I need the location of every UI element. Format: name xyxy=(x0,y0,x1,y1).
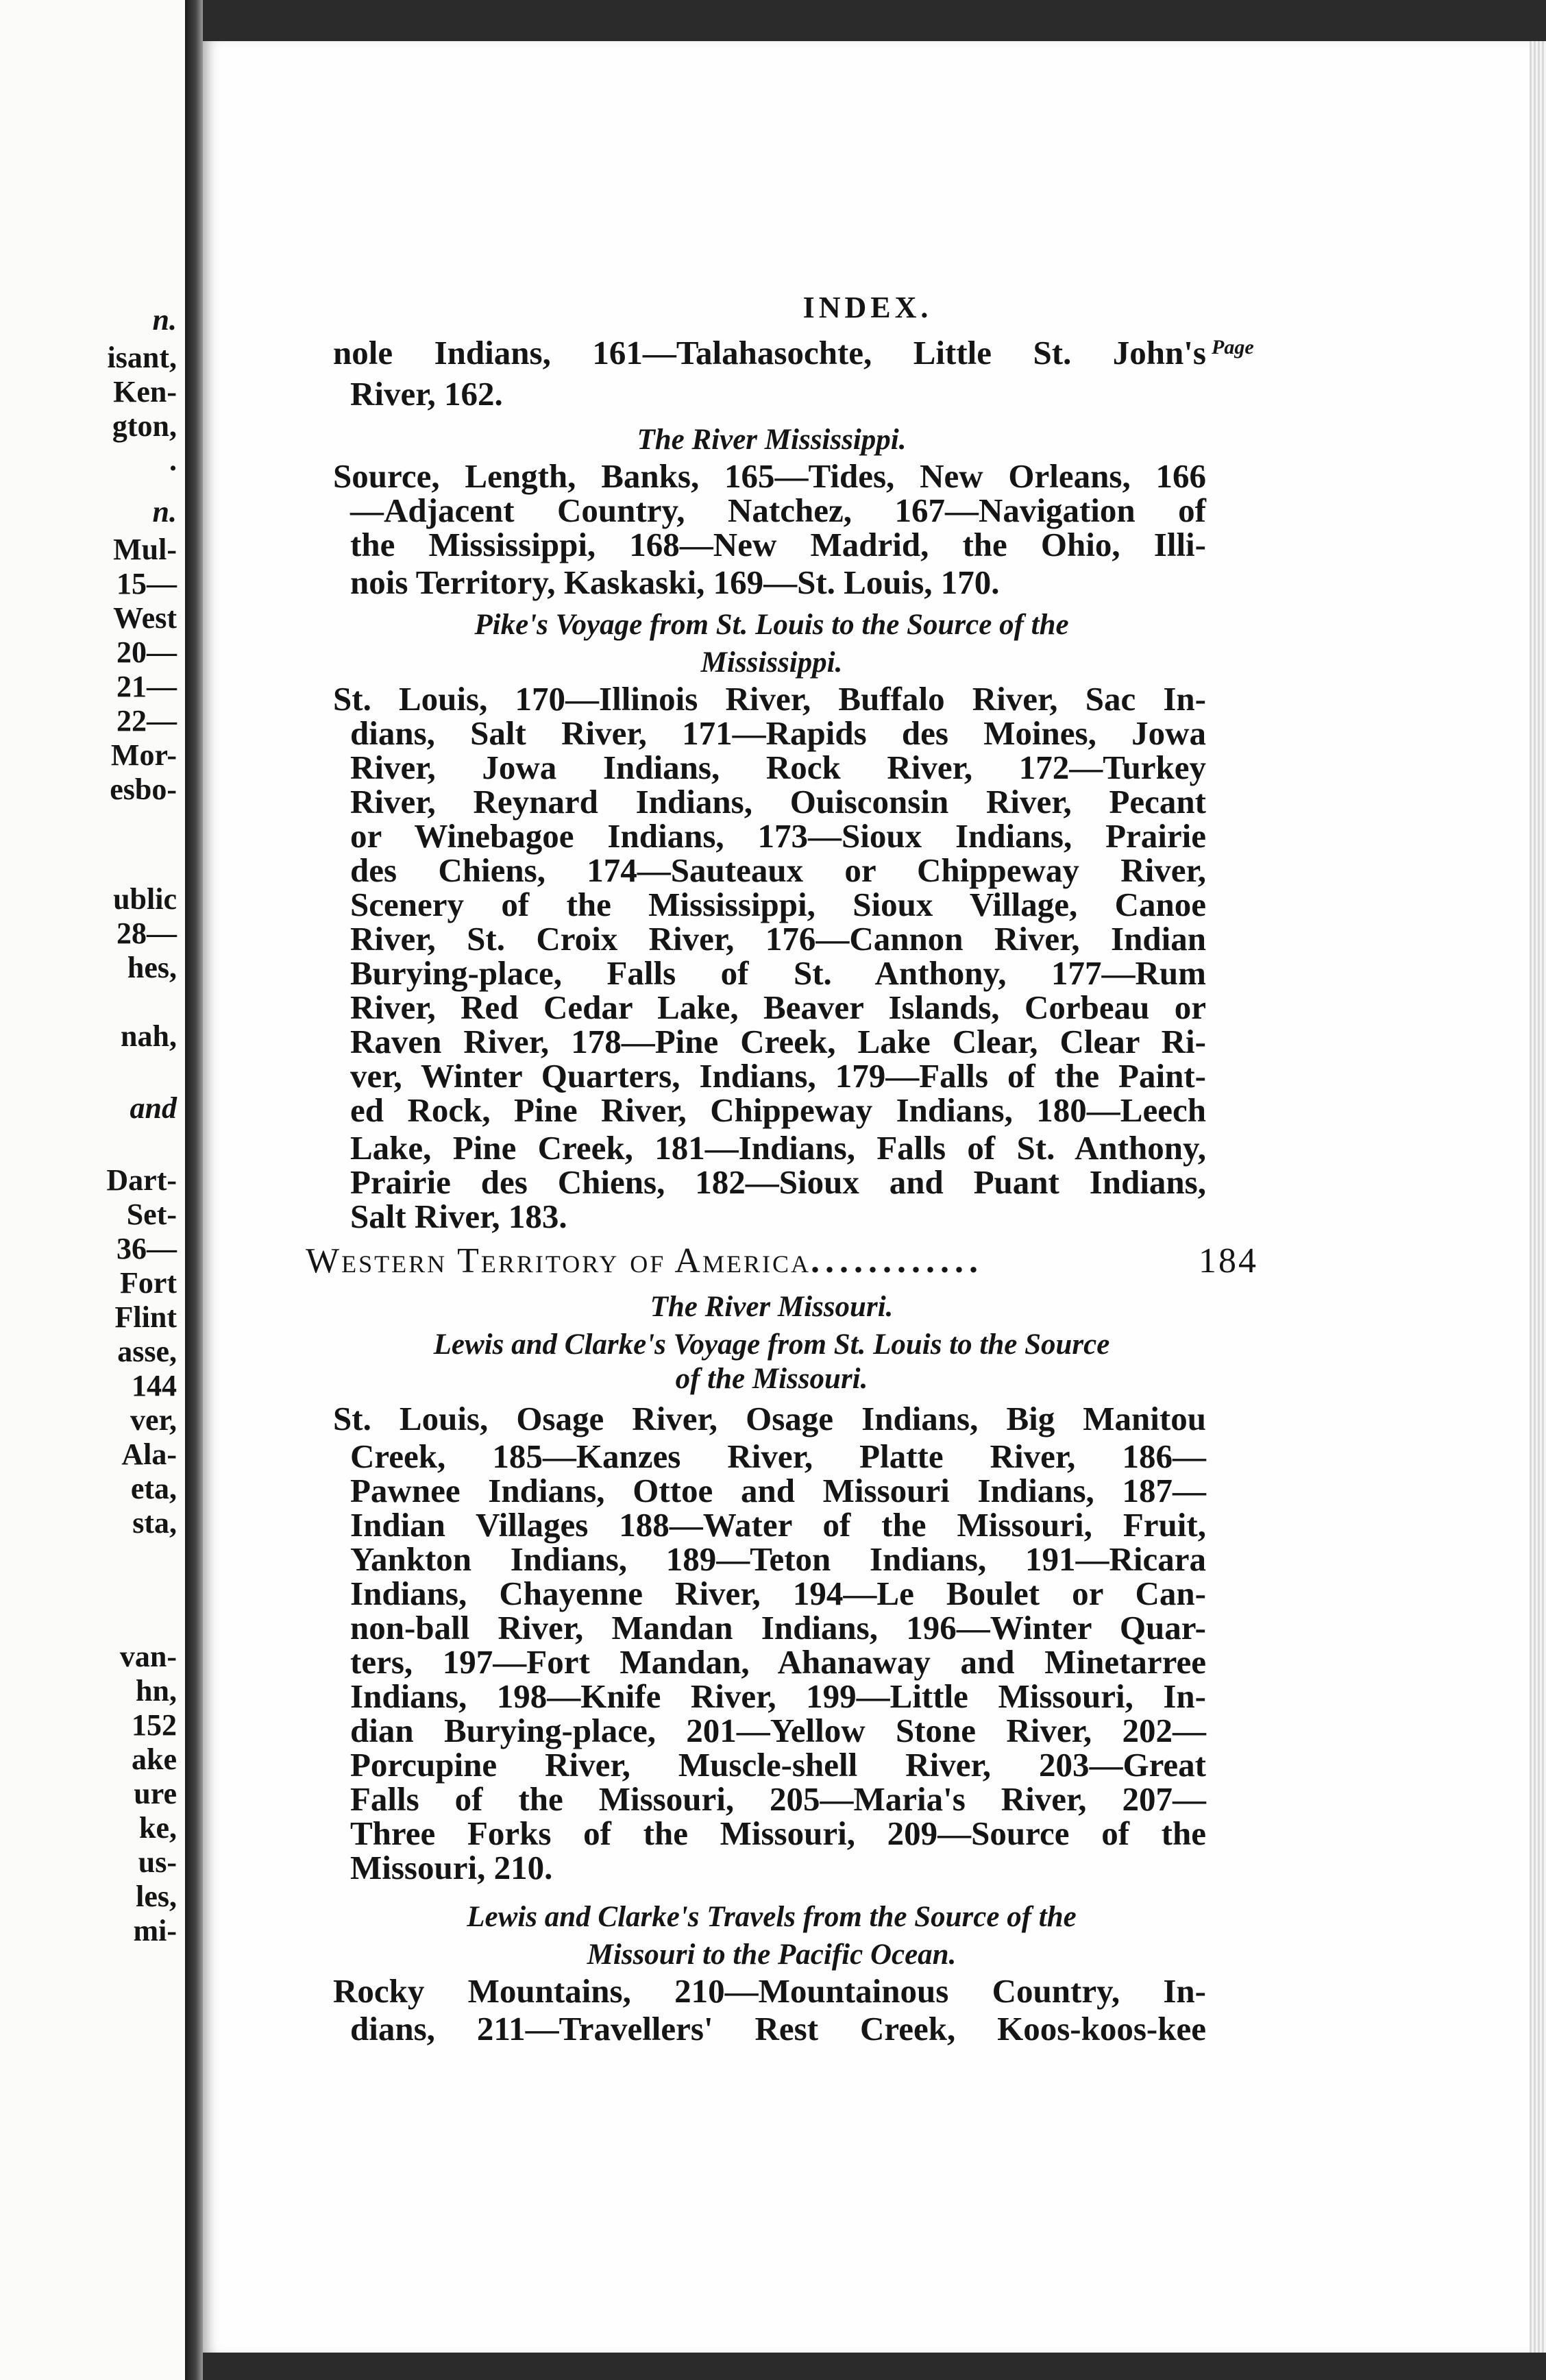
page-column-label: Page xyxy=(1212,336,1254,359)
facing-page-line: Flint xyxy=(114,1300,177,1334)
facing-page-line: nah, xyxy=(121,1019,177,1053)
page-title: INDEX. xyxy=(802,291,933,324)
facing-page-line: asse, xyxy=(117,1335,177,1368)
facing-page-line: 15— xyxy=(116,567,177,600)
index-entry-line: Prairie des Chiens, 182—Sioux and Puant Indians, xyxy=(350,1163,1206,1201)
facing-page-line: sta, xyxy=(132,1506,177,1540)
facing-page-line: West xyxy=(113,601,177,635)
index-entry-line: Lake, Pine Creek, 181—Indians, Falls of St. Anthony, xyxy=(350,1129,1206,1167)
facing-page-line: 28— xyxy=(116,916,177,950)
index-entry-line: Salt River, 183. xyxy=(350,1198,567,1235)
facing-page-line: 21— xyxy=(116,670,177,703)
facing-page-line: gton, xyxy=(112,409,177,443)
facing-page-line: n. xyxy=(152,495,177,529)
facing-page-line: hes, xyxy=(127,951,177,984)
section-page-number: 184 xyxy=(1199,1241,1258,1280)
index-entry-line: River, St. Croix River, 176—Cannon River, Indian xyxy=(350,920,1206,958)
facing-page xyxy=(0,0,185,2380)
index-entry-line: St. Louis, Osage River, Osage Indians, Big Manitou xyxy=(333,1400,1206,1437)
facing-page-line: mi- xyxy=(133,1914,177,1947)
index-entry-line: nois Territory, Kaskaski, 169—St. Louis, 170. xyxy=(350,563,1000,601)
index-subheading: Lewis and Clarke's Travels from the Source of the xyxy=(467,1901,1077,1933)
facing-page-line: van- xyxy=(119,1640,177,1673)
index-subheading: Mississippi. xyxy=(700,646,843,679)
facing-page-line: Mor- xyxy=(110,738,177,772)
facing-page-line: ure xyxy=(134,1777,177,1810)
index-entry-line: ters, 197—Fort Mandan, Ahanaway and Minetarree xyxy=(350,1643,1206,1681)
facing-page-line: Dart- xyxy=(106,1163,177,1197)
index-entry-line: Burying-place, Falls of St. Anthony, 177—Rum xyxy=(350,954,1206,992)
section-heading xyxy=(306,1241,1258,1281)
index-subheading: of the Missouri. xyxy=(675,1363,868,1395)
facing-page-line: Set- xyxy=(126,1198,177,1231)
facing-page-line: Ken- xyxy=(113,375,177,409)
facing-page-line: 22— xyxy=(116,704,177,738)
index-entry-line: River, Red Cedar Lake, Beaver Islands, Corbeau or xyxy=(350,988,1206,1026)
facing-page-line: ublic xyxy=(113,882,177,916)
index-entry-line: Indian Villages 188—Water of the Missouri, Fruit, xyxy=(350,1506,1206,1544)
index-entry-line: Porcupine River, Muscle-shell River, 203—Great xyxy=(350,1746,1206,1784)
facing-page-line: us- xyxy=(138,1845,177,1879)
index-page xyxy=(203,41,1532,2353)
index-entry-line: nole Indians, 161—Talahasochte, Little St. John's xyxy=(333,334,1206,372)
index-entry-line: River, Jowa Indians, Rock River, 172—Turkey xyxy=(350,749,1206,786)
facing-page-line: isant, xyxy=(107,341,177,374)
index-entry-line: the Mississippi, 168—New Madrid, the Ohio, Illi- xyxy=(350,526,1206,563)
index-subheading: Lewis and Clarke's Voyage from St. Louis to the Source xyxy=(433,1328,1110,1361)
index-entry-line: Rocky Mountains, 210—Mountainous Country, In- xyxy=(333,1972,1206,2010)
facing-page-line: 152 xyxy=(132,1708,177,1742)
index-entry-line: ed Rock, Pine River, Chippeway Indians, 180—Leech xyxy=(350,1091,1206,1129)
index-entry-line: Three Forks of the Missouri, 209—Source of the xyxy=(350,1814,1206,1852)
index-entry-line: —Adjacent Country, Natchez, 167—Navigation of xyxy=(350,491,1206,529)
page-edges xyxy=(1530,41,1546,2353)
section-heading-text: Western Territory of America xyxy=(306,1241,811,1280)
facing-page-line: ake xyxy=(132,1742,177,1776)
index-entry-line: Creek, 185—Kanzes River, Platte River, 186— xyxy=(350,1437,1206,1475)
index-entry-line: St. Louis, 170—Illinois River, Buffalo River, Sac In- xyxy=(333,680,1206,718)
leader-dots: ............ xyxy=(810,1241,983,1280)
index-entry-line: Source, Length, Banks, 165—Tides, New Orleans, 166 xyxy=(333,457,1206,495)
book-gutter xyxy=(185,0,203,2380)
index-subheading: The River Mississippi. xyxy=(637,424,907,456)
index-subheading: Missouri to the Pacific Ocean. xyxy=(587,1939,957,1971)
facing-page-line: ke, xyxy=(139,1811,177,1845)
facing-page-line: Ala- xyxy=(121,1437,177,1471)
index-entry-line: or Winebagoe Indians, 173—Sioux Indians, Prairie xyxy=(350,817,1206,855)
facing-page-line: eta, xyxy=(130,1472,177,1505)
facing-page-line: n. xyxy=(152,303,177,337)
index-entry-line: Falls of the Missouri, 205—Maria's River, 207— xyxy=(350,1780,1206,1818)
index-entry-line: non-ball River, Mandan Indians, 196—Winter Quar- xyxy=(350,1609,1206,1647)
index-entry-line: des Chiens, 174—Sauteaux or Chippeway River, xyxy=(350,851,1206,889)
index-entry-line: Missouri, 210. xyxy=(350,1849,553,1886)
index-subheading: Pike's Voyage from St. Louis to the Source of the xyxy=(474,609,1069,641)
index-entry-line: dians, 211—Travellers' Rest Creek, Koos-koos-kee xyxy=(350,2010,1206,2048)
facing-page-line: 36— xyxy=(116,1232,177,1265)
index-entry-line: Yankton Indians, 189—Teton Indians, 191—Ricara xyxy=(350,1540,1206,1578)
facing-page-line: . xyxy=(169,444,177,477)
facing-page-line: esbo- xyxy=(110,773,177,806)
facing-page-line: hn, xyxy=(136,1674,177,1708)
facing-page-line: Mul- xyxy=(113,533,177,566)
facing-page-line: ver, xyxy=(130,1403,177,1437)
facing-page-line: 144 xyxy=(132,1369,177,1402)
index-entry-line: dians, Salt River, 171—Rapids des Moines, Jowa xyxy=(350,714,1206,752)
index-entry-line: dian Burying-place, 201—Yellow Stone River, 202— xyxy=(350,1712,1206,1749)
index-entry-line: River, Reynard Indians, Ouisconsin River, Pecant xyxy=(350,783,1206,821)
index-entry-line: Raven River, 178—Pine Creek, Lake Clear, Clear Ri- xyxy=(350,1023,1206,1060)
facing-page-line: les, xyxy=(136,1880,177,1913)
index-subheading: The River Missouri. xyxy=(650,1291,894,1323)
facing-page-line: Fort xyxy=(119,1266,177,1300)
facing-page-line: and xyxy=(130,1091,177,1125)
index-entry-line: Pawnee Indians, Ottoe and Missouri Indians, 187— xyxy=(350,1472,1206,1509)
facing-page-line: 20— xyxy=(116,635,177,669)
index-entry-line: River, 162. xyxy=(350,375,503,413)
index-entry-line: Indians, Chayenne River, 194—Le Boulet or Can- xyxy=(350,1575,1206,1612)
index-entry-line: ver, Winter Quarters, Indians, 179—Falls of the Paint- xyxy=(350,1057,1206,1095)
index-entry-line: Indians, 198—Knife River, 199—Little Missouri, In- xyxy=(350,1677,1206,1715)
index-entry-line: Scenery of the Mississippi, Sioux Village, Canoe xyxy=(350,886,1206,923)
